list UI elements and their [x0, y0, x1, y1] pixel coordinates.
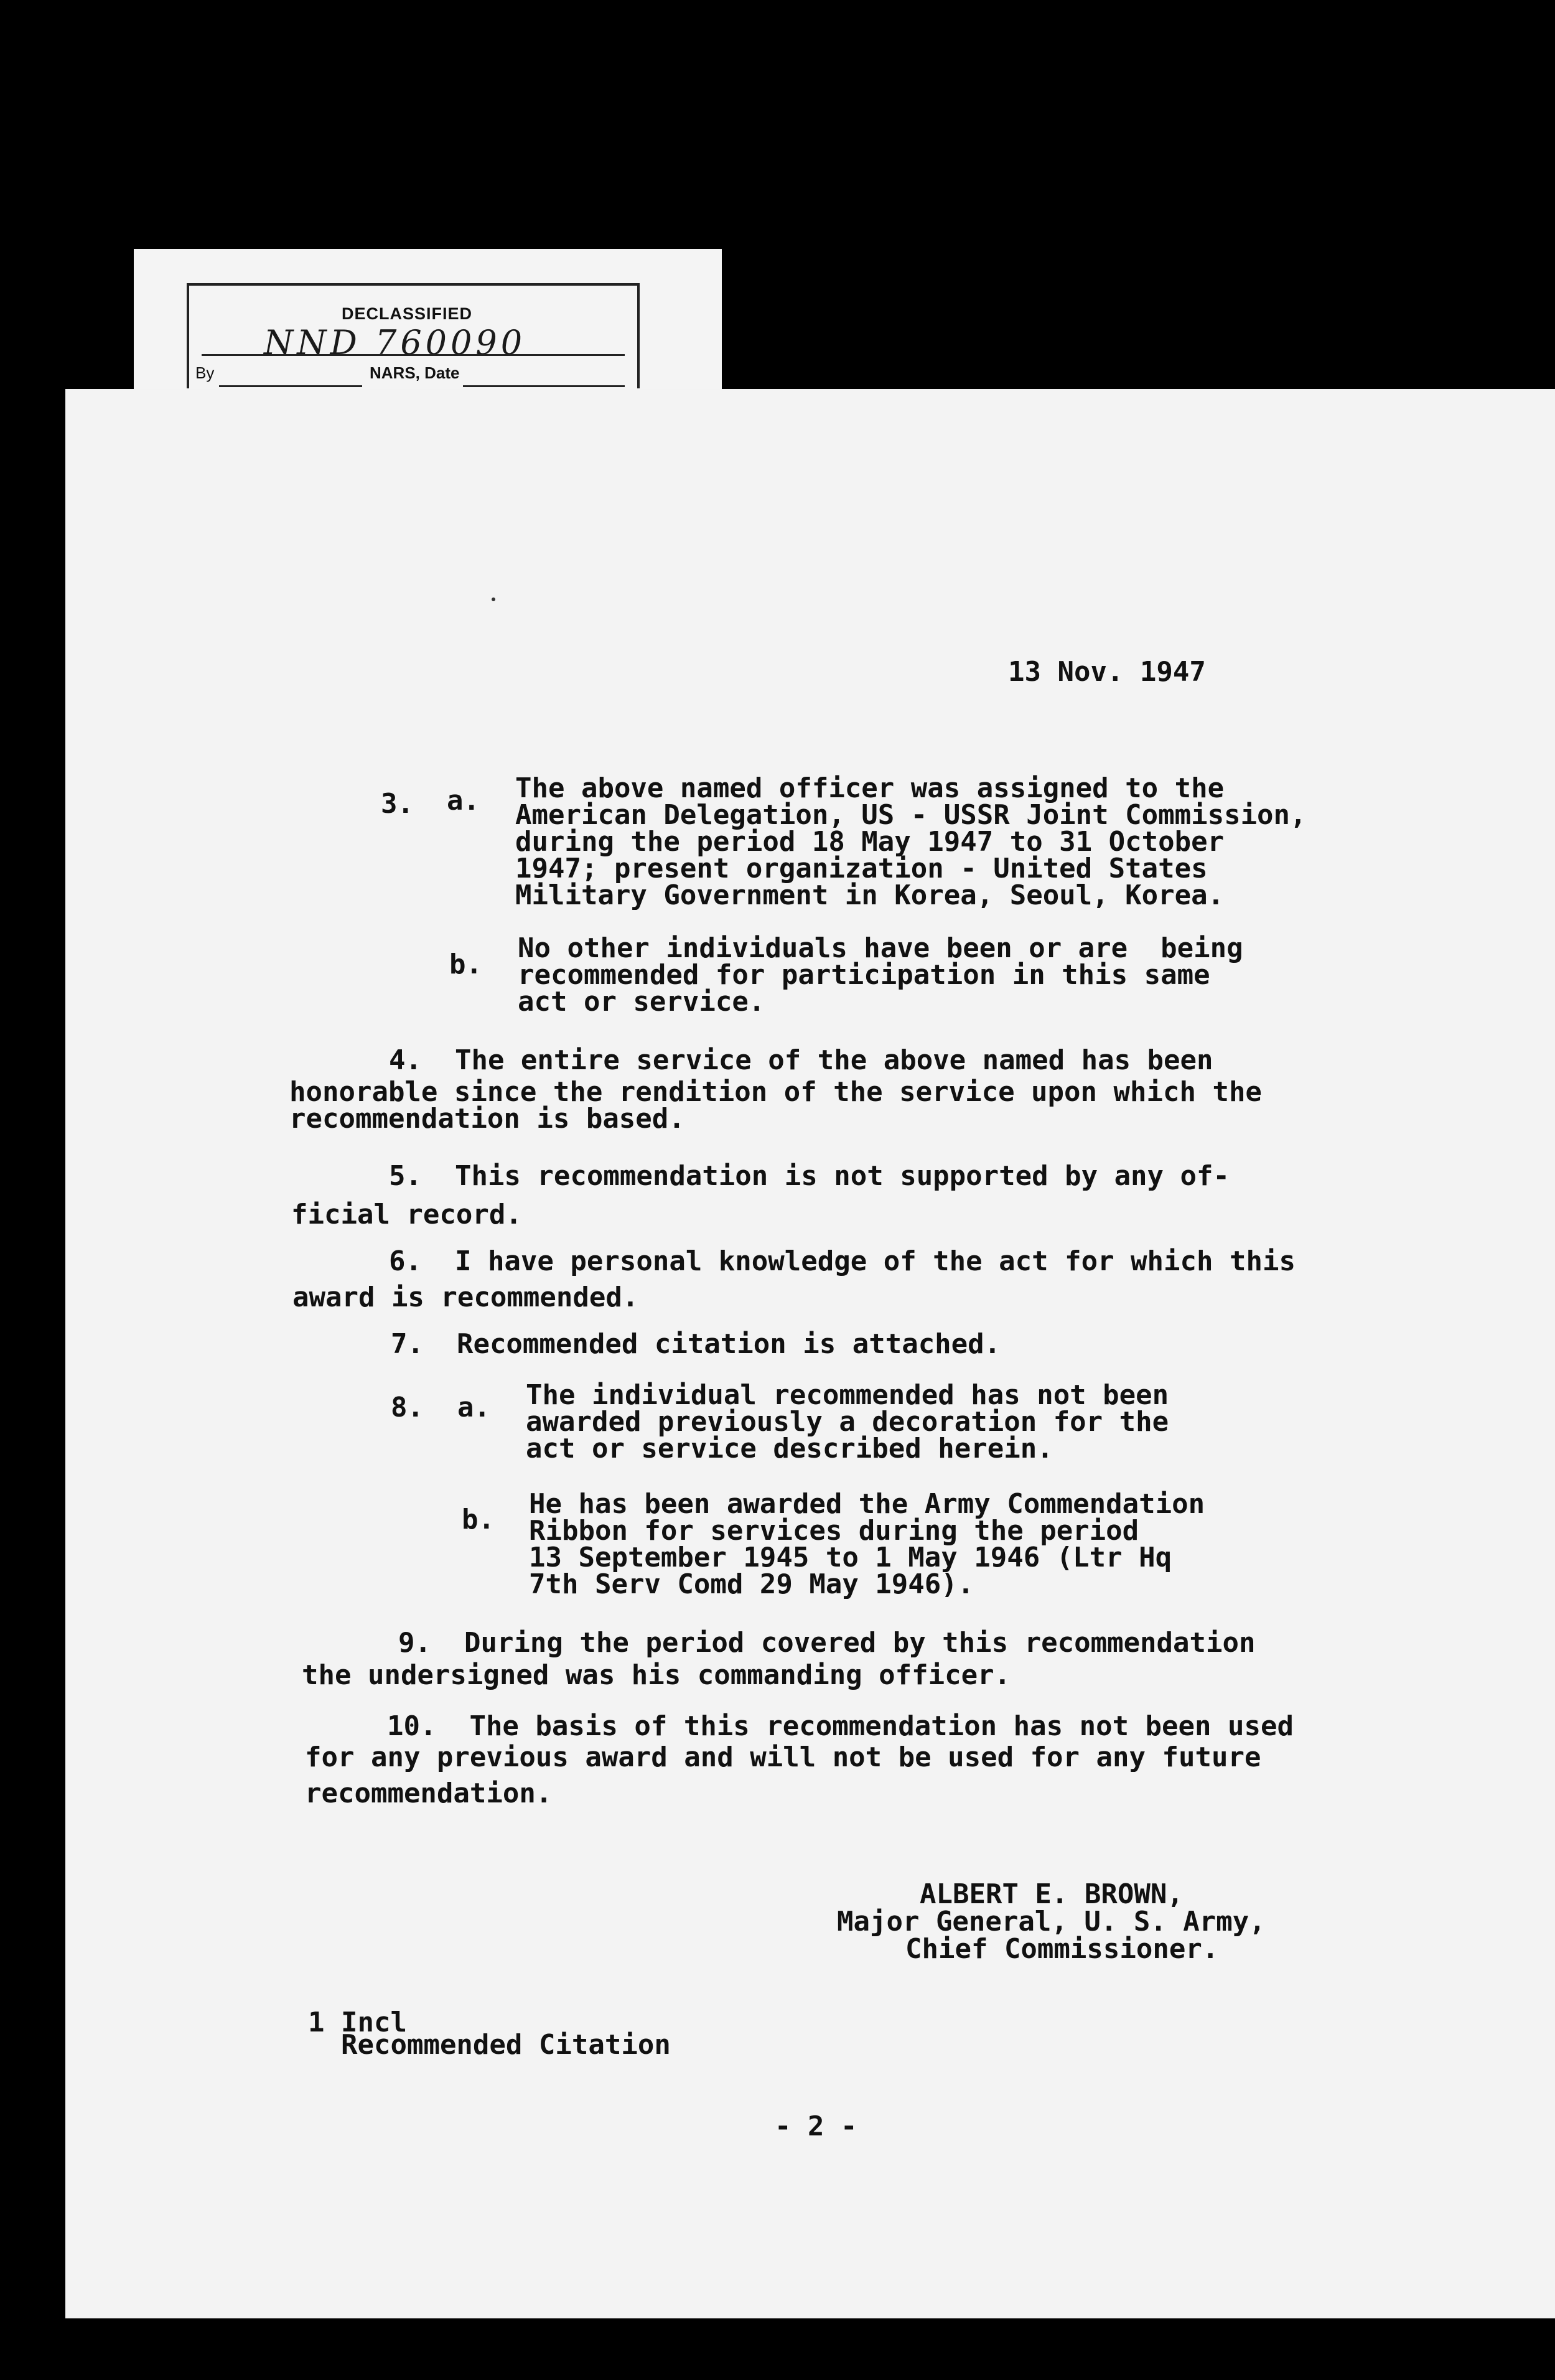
para8a-line: awarded previously a decoration for the [526, 1406, 1169, 1438]
para4-line: 4. The entire service of the above named has been [389, 1044, 1213, 1076]
signature-name: ALBERT E. BROWN, [920, 1878, 1184, 1910]
para5-line: ficial record. [291, 1199, 522, 1230]
para8a-label: a. [457, 1392, 490, 1423]
speck [492, 597, 495, 601]
para8a-line: The individual recommended has not been [526, 1379, 1169, 1411]
stamp-nars-label: NARS, Date [370, 363, 460, 382]
page-number: - 2 - [775, 2111, 857, 2142]
stamp-by-label: By [195, 363, 215, 382]
para3a-line: The above named officer was assigned to the [515, 772, 1225, 804]
para5-line: 5. This recommendation is not supported by any of- [389, 1160, 1230, 1192]
para8b-line: He has been awarded the Army Commendation [529, 1488, 1205, 1520]
para3b-line: No other individuals have been or are being [518, 932, 1243, 964]
para10-line: 10. The basis of this recommendation has not been used [387, 1710, 1294, 1742]
enclosure-item: Recommended Citation [341, 2029, 671, 2061]
para9-line: the undersigned was his commanding officer. [302, 1659, 1011, 1691]
signature-rank: Major General, U. S. Army, [837, 1906, 1266, 1937]
para6-line: 6. I have personal knowledge of the act for which this [389, 1245, 1296, 1277]
para3-number: 3. [381, 788, 414, 820]
para8-number: 8. [391, 1392, 424, 1423]
para3b-label: b. [449, 949, 482, 980]
stamp-rule [202, 354, 625, 356]
para3a-line: American Delegation, US - USSR Joint Commission, [515, 799, 1307, 831]
para8b-line: 13 September 1945 to 1 May 1946 (Ltr Hq [529, 1542, 1172, 1573]
stamp-title: DECLASSIFIED [342, 304, 473, 323]
para10-line: for any previous award and will not be used for any future [305, 1741, 1261, 1773]
stamp-date-line [463, 385, 625, 387]
stamp-by-line [219, 385, 362, 387]
stamp-authority-handwritten: NND 760090 [264, 323, 526, 362]
signature-title: Chief Commissioner. [905, 1933, 1219, 1965]
para3a-line: 1947; present organization - United States [515, 853, 1208, 884]
para8a-line: act or service described herein. [526, 1433, 1053, 1464]
para3b-line: recommended for participation in this same [518, 959, 1210, 991]
para3b-line: act or service. [518, 986, 765, 1018]
enclosure-count: 1 Incl [308, 2007, 407, 2038]
para8b-line: Ribbon for services during the period [529, 1515, 1139, 1547]
document-date: 13 Nov. 1947 [1008, 656, 1206, 688]
para8b-label: b. [462, 1504, 495, 1535]
para3a-line: Military Government in Korea, Seoul, Korea. [515, 879, 1225, 911]
para4-line: honorable since the rendition of the service upon which the [289, 1076, 1262, 1108]
para9-line: 9. During the period covered by this recommendation [398, 1627, 1256, 1659]
para7-line: 7. Recommended citation is attached. [391, 1328, 1001, 1360]
para3a-label: a. [447, 785, 480, 817]
declassification-stamp [187, 283, 640, 388]
para4-line: recommendation is based. [289, 1103, 685, 1135]
para3a-line: during the period 18 May 1947 to 31 October [515, 826, 1225, 858]
para6-line: award is recommended. [292, 1281, 639, 1313]
para8b-line: 7th Serv Comd 29 May 1946). [529, 1568, 974, 1600]
para10-line: recommendation. [305, 1778, 553, 1809]
